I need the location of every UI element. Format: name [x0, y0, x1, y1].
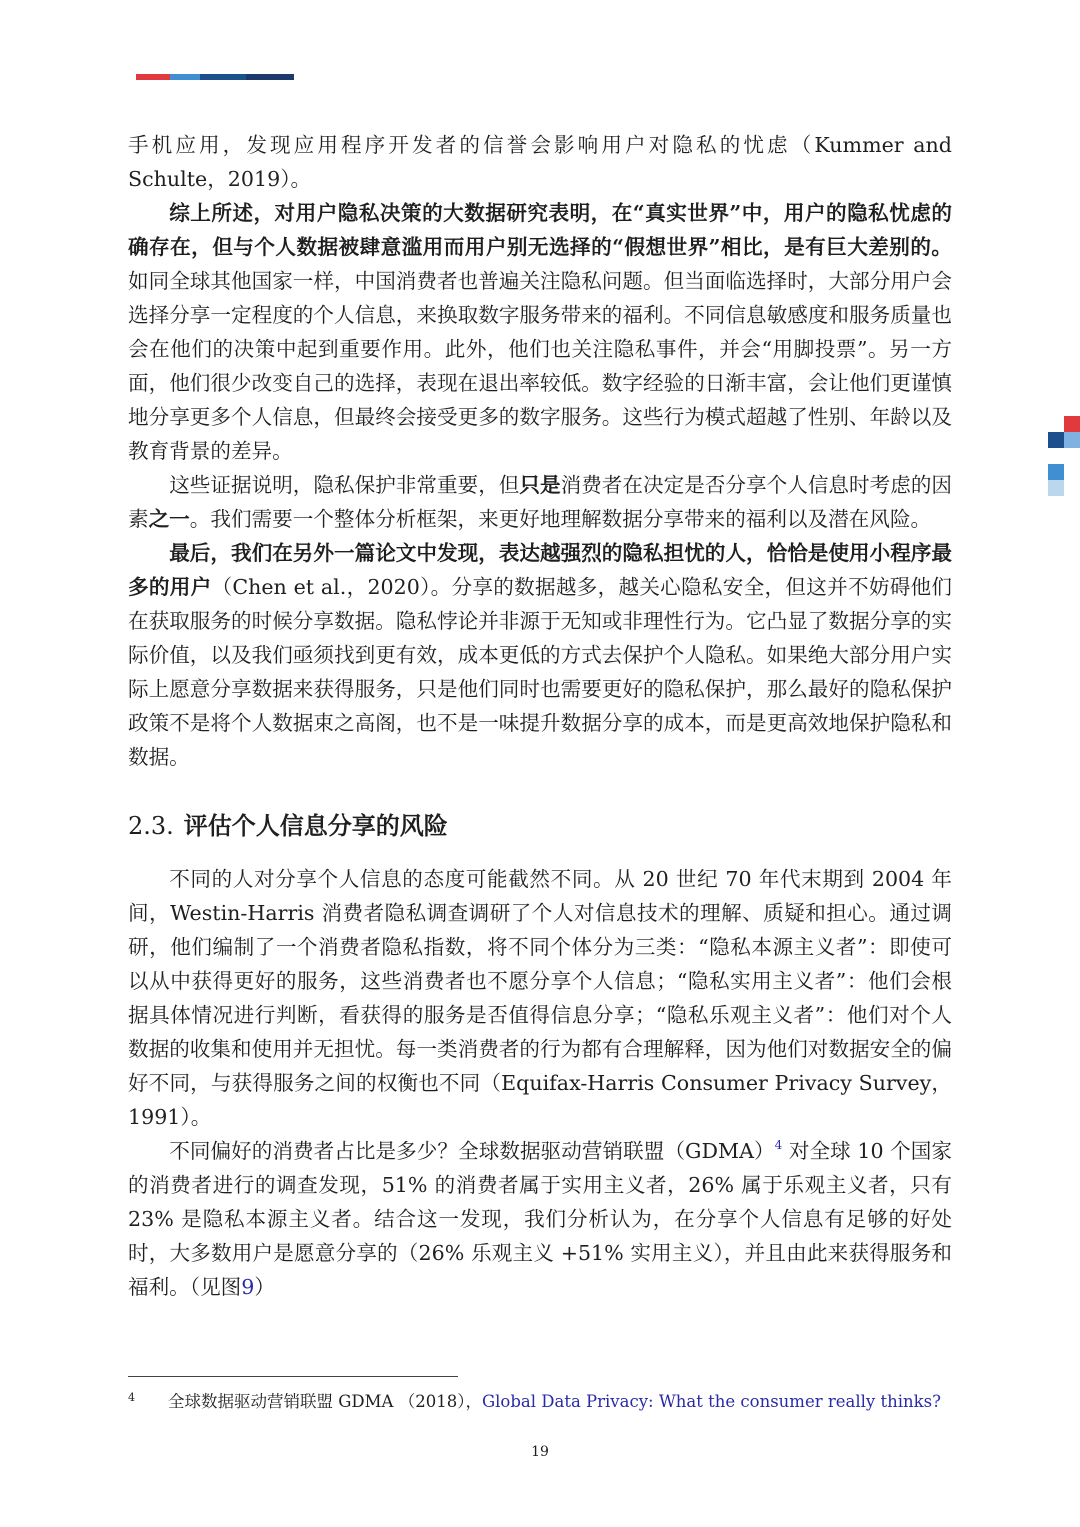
paragraph-3-e: 。我们需要一个整体分析框架，来更好地理解数据分享带来的福利以及潜在风险。	[189, 507, 932, 531]
paragraph-3	[128, 468, 952, 536]
stripe-blue	[200, 74, 246, 80]
footnote-divider	[128, 1376, 458, 1377]
side-block-red	[1064, 416, 1080, 432]
section-paragraph-1: 不同的人对分享个人信息的态度可能截然不同。从 20 世纪 70 年代末期到 2004 年间，Westin-Harris 消费者隐私调查调研了个人对信息技术的理解、质疑和担心。通过调研，他们编制了一个消费者隐私指数，将不同个体分为三类：“隐私本源主义者”：即使可以从中获得更好的服务，这些消费者也不愿分享个人信息；“隐私实用主义者”：他们会根据具体情况进行判断，看获得的服务是否值得信息分享；“隐私乐观主义者”：他们对个人数据的收集和使用并无担忧。每一类消费者的行为都有合理解释，因为他们对数据安全的偏好不同，与获得服务之间的权衡也不同（Equifax-Harris Consumer Privacy Survey，1991）。	[128, 867, 952, 1129]
side-block-pale	[1064, 432, 1080, 448]
paragraph-3-bold-one-of: 之一	[148, 507, 190, 531]
footnote-text: 全球数据驱动营销联盟 GDMA （2018），	[168, 1392, 482, 1411]
side-block-blue	[1048, 464, 1064, 480]
paragraph-4-text: （Chen et al.，2020）。分享的数据越多，越关心隐私安全，但这并不妨碍他们在获取服务的时候分享数据。隐私悖论并非源于无知或非理性行为。它凸显了数据分享的实际价值，以及我们亟须找到更有效，成本更低的方式去保护个人隐私。如果绝大部分用户实际上愿意分享数据来获得服务，只是他们同时也需要更好的隐私保护，那么最好的隐私保护政策不是将个人数据束之高阁，也不是一味提升数据分享的成本，而是更高效地保护隐私和数据。	[128, 575, 953, 769]
page-body	[128, 128, 952, 1304]
section-paragraph-2-c: ）	[254, 1275, 275, 1299]
paragraph-3-c: 消费者在决定是否分享个人信息时考虑的因素	[128, 473, 953, 531]
section-title: 评估个人信息分享的风险	[183, 811, 448, 840]
footnote	[128, 1384, 968, 1416]
paragraph-1: 手机应用，发现应用程序开发者的信誉会影响用户对隐私的忧虑（Kummer and Schulte，2019）。	[128, 133, 952, 191]
section-paragraph-2-a: 不同偏好的消费者占比是多少？全球数据驱动营销联盟（GDMA）	[169, 1139, 775, 1163]
stripe-red	[136, 74, 170, 80]
stripe-lightblue	[170, 74, 200, 80]
footnote-mark: 4	[128, 1391, 135, 1404]
paragraph-3-a: 这些证据说明，隐私保护非常重要，但	[169, 473, 520, 497]
section-number: 2.3.	[128, 812, 174, 840]
side-decoration	[1048, 416, 1080, 496]
paragraph-4	[128, 536, 952, 774]
page-number: 19	[531, 1444, 549, 1460]
side-block-lightest	[1048, 480, 1064, 496]
paragraph-2-bold: 综上所述，对用户隐私决策的大数据研究表明，在“真实世界”中，用户的隐私忧虑的确存在，但与个人数据被肆意滥用而用户别无选择的“假想世界”相比，是有巨大差别的。	[128, 201, 952, 259]
footnote-link[interactable]: Global Data Privacy: What the consumer really thinks?	[481, 1392, 941, 1411]
header-color-stripe	[136, 74, 294, 80]
paragraph-3-bold-only: 只是	[519, 473, 561, 497]
paragraph-4-bold: 最后，我们在另外一篇论文中发现，表达越强烈的隐私担忧的人，恰恰是使用小程序最多的用户	[128, 541, 952, 599]
stripe-navy	[246, 74, 294, 80]
paragraph-2-text: 如同全球其他国家一样，中国消费者也普遍关注隐私问题。但当面临选择时，大部分用户会选择分享一定程度的个人信息，来换取数字服务带来的福利。不同信息敏感度和服务质量也会在他们的决策中起到重要作用。此外，他们也关注隐私事件，并会“用脚投票”。另一方面，他们很少改变自己的选择，表现在退出率较低。数字经验的日渐丰富，会让他们更谨慎地分享更多个人信息，但最终会接受更多的数字服务。这些行为模式超越了性别、年龄以及教育背景的差异。	[128, 269, 952, 463]
footnote-reference[interactable]: 4	[774, 1138, 783, 1152]
figure-link[interactable]: 9	[241, 1275, 255, 1299]
paragraph-2	[128, 196, 952, 468]
section-paragraph-2	[128, 1134, 952, 1304]
side-block-navy	[1048, 432, 1064, 448]
section-paragraph-2-b: 对全球 10 个国家的消费者进行的调查发现，51% 的消费者属于实用主义者，26% 属于乐观主义者，只有 23% 是隐私本源主义者。结合这一发现，我们分析认为，在分享个人信息有足够的好处时，大多数用户是愿意分享的（26% 乐观主义 +51% 实用主义），并且由此来获得服务和福利。（见图	[128, 1139, 953, 1299]
section-heading	[128, 806, 952, 846]
